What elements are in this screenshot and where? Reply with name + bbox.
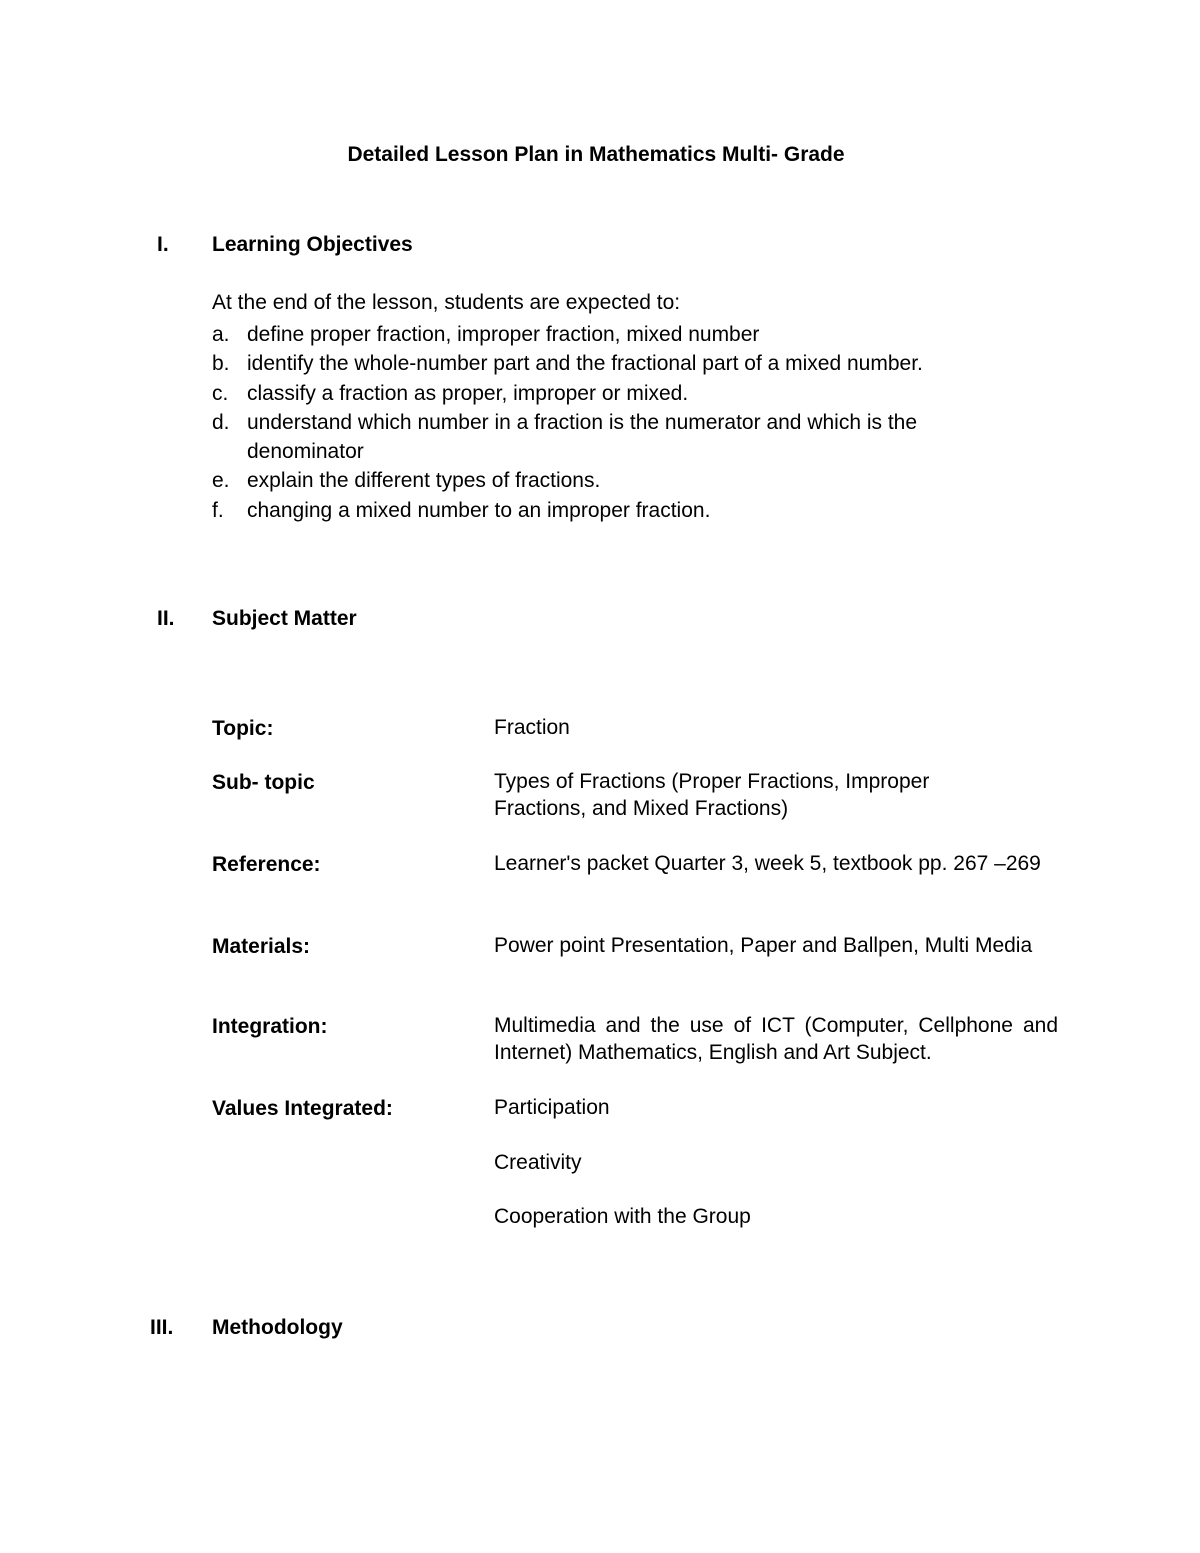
list-item bbox=[212, 379, 1032, 408]
values-integrated-item: Creativity bbox=[494, 1151, 582, 1174]
list-item-letter: b. bbox=[212, 352, 230, 376]
section-heading-subject-matter: Subject Matter bbox=[212, 607, 357, 630]
list-item bbox=[212, 466, 1032, 495]
section-number-1: I. bbox=[157, 233, 169, 256]
topic-value: Fraction bbox=[494, 716, 570, 739]
list-item-letter: c. bbox=[212, 381, 229, 405]
list-item-letter: d. bbox=[212, 410, 230, 434]
list-item-text: explain the different types of fractions. bbox=[247, 469, 601, 493]
list-item-letter: a. bbox=[212, 323, 230, 346]
section-heading-methodology: Methodology bbox=[212, 1316, 343, 1339]
section-number-2: II. bbox=[157, 607, 175, 630]
subtopic-label: Sub- topic bbox=[212, 771, 315, 794]
list-item-letter: e. bbox=[212, 469, 230, 493]
list-item-text: identify the whole-number part and the fractional part of a mixed number. bbox=[247, 352, 923, 376]
list-item-text: classify a fraction as proper, improper or mixed. bbox=[247, 381, 689, 405]
objectives-list bbox=[212, 320, 1032, 525]
list-item-text: understand which number in a fraction is the numerator and which is the denominator bbox=[247, 410, 918, 464]
list-item bbox=[212, 496, 1032, 525]
integration-value: Multimedia and the use of ICT (Computer, Cellphone and Internet) Mathematics, English and Art Subject. bbox=[494, 1014, 1058, 1064]
list-item-text: define proper fraction, improper fraction, mixed number bbox=[247, 323, 760, 346]
topic-label: Topic: bbox=[212, 717, 274, 740]
document-title: Detailed Lesson Plan in Mathematics Multi- Grade bbox=[347, 143, 845, 166]
materials-label: Materials: bbox=[212, 935, 311, 958]
list-item bbox=[212, 408, 1032, 467]
list-item bbox=[212, 320, 1032, 349]
values-integrated-item: Cooperation with the Group bbox=[494, 1205, 751, 1228]
section-heading-learning-objectives: Learning Objectives bbox=[212, 233, 413, 256]
list-item-letter: f. bbox=[212, 498, 224, 522]
reference-value: Learner's packet Quarter 3, week 5, textbook pp. 267 –269 bbox=[494, 852, 1041, 875]
values-integrated-item: Participation bbox=[494, 1096, 610, 1119]
integration-label: Integration: bbox=[212, 1015, 328, 1038]
subtopic-value: Types of Fractions (Proper Fractions, Improper Fractions, and Mixed Fractions) bbox=[494, 770, 930, 820]
section-number-3: III. bbox=[150, 1316, 174, 1339]
materials-value: Power point Presentation, Paper and Ballpen, Multi Media bbox=[494, 934, 1033, 957]
objectives-intro: At the end of the lesson, students are expected to: bbox=[212, 291, 681, 314]
list-item bbox=[212, 349, 1032, 378]
reference-label: Reference: bbox=[212, 853, 321, 876]
list-item-text: changing a mixed number to an improper fraction. bbox=[247, 498, 711, 522]
values-integrated-label: Values Integrated: bbox=[212, 1097, 393, 1120]
